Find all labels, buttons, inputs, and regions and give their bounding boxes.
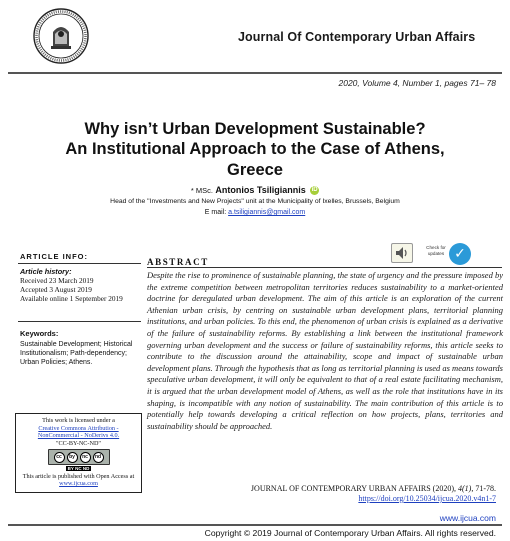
footer-divider — [8, 524, 502, 526]
author-name[interactable]: Antonios Tsiligiannis — [215, 185, 306, 195]
license-intro: This work is licensed under a — [42, 417, 115, 424]
nd-icon: nd — [93, 452, 104, 463]
speaker-icon[interactable] — [391, 243, 413, 263]
abstract-heading: ABSTRACT — [147, 257, 209, 267]
checkmark-icon: ✓ — [449, 243, 471, 265]
available-date: Available online 1 September 2019 — [20, 294, 123, 303]
header-divider — [8, 72, 502, 74]
citation-pages: , 71-78. — [471, 484, 496, 493]
author-email-line — [0, 209, 510, 216]
journal-logo-icon — [33, 8, 89, 64]
article-title-line-2: An Institutional Approach to the Case of Athens, — [65, 140, 445, 158]
abstract-text: Despite the rise to prominence of sustainable planning, the state of urgency and the pressure imposed by the extreme competition between metropolitan territories reduces sustainability to a market-oriented doctrine for deregulated urban development. The aim of this article is an exploration of the current Athenian urban crisis, by centring on sustainable urban development plans, territorial planning institutions, and urban policies. To this end, the phenomenon of urban crisis is explained as a derivative of the failure of sustainability reforms. By establishing a link between the institutional framework governing urban development and the success or failure of sustainability reforms, this article seeks to contribute to the discussion around the attainability, scope and impact of sustainable urban development plans. Through the hypothesis that as long as territorial planning is used as means towards speculative urban development, it will only be equivalent to that of a real estate facilitating mechanism, it is argued that the urban development model of Athens, as well as the role that institutions have in its shaping, is incompatible with any notion of sustainability. The main contribution of this article is to potentially help towards developing a critical reflection on how projects, plans, territories and sustainability should be approached. — [147, 270, 503, 431]
license-code: "CC-BY-NC-ND" — [56, 439, 101, 447]
received-date: Received 23 March 2019 — [20, 276, 94, 285]
cc-icon: cc — [54, 452, 65, 463]
cc-badge-text: BY NC ND — [67, 466, 90, 471]
license-link[interactable]: Creative Commons Attribution - NonCommercial - NoDerivs 4.0. — [37, 424, 120, 439]
check-for-updates-label: Check for updates — [426, 245, 446, 256]
copyright-notice: Copyright © 2019 Journal of Contemporary Urban Affairs. All rights reserved. — [204, 528, 496, 538]
speaker-glyph-icon — [392, 244, 412, 262]
article-title-line-3: Greece — [227, 161, 283, 179]
author-prefix: * MSc. — [190, 186, 213, 195]
journal-title: Journal Of Contemporary Urban Affairs — [238, 30, 476, 44]
article-info-heading: ARTICLE INFO: — [20, 252, 88, 261]
keywords-heading: Keywords: — [20, 329, 59, 338]
article-title-line-1: Why isn’t Urban Development Sustainable? — [84, 120, 426, 138]
volume-info: 2020, Volume 4, Number 1, pages 71– 78 — [338, 78, 496, 88]
citation-line — [251, 484, 496, 494]
article-history — [20, 267, 142, 303]
abstract-divider — [147, 267, 502, 268]
author-line — [0, 185, 510, 195]
citation-block — [251, 484, 496, 504]
open-access-note — [20, 473, 137, 488]
journal-website-link[interactable]: www.ijcua.com — [439, 513, 496, 523]
article-info-divider — [18, 263, 141, 264]
cc-license-badge[interactable] — [48, 449, 110, 465]
author-email-link[interactable]: a.tsiligiannis@gmail.com — [228, 209, 306, 216]
accepted-date: Accepted 3 August 2019 — [20, 285, 92, 294]
orcid-icon[interactable]: iD — [311, 187, 318, 194]
email-label: E mail: — [204, 209, 227, 216]
doi-link[interactable]: https://doi.org/10.25034/ijcua.2020.v4n1-7 — [358, 494, 496, 503]
license-box — [15, 413, 142, 493]
check-for-updates-badge[interactable] — [419, 241, 479, 267]
by-icon: by — [67, 452, 78, 463]
history-divider — [18, 321, 141, 322]
citation-volume: 4(1) — [458, 484, 472, 493]
nc-icon: nc — [80, 452, 91, 463]
citation-journal: JOURNAL OF CONTEMPORARY URBAN AFFAIRS (2020), — [250, 484, 456, 493]
author-affiliation: Head of the "Investments and New Projects" unit at the Municipality of Ixelles, Brussels, Belgium — [110, 198, 400, 205]
open-access-text: This article is published with Open Access at — [22, 472, 135, 480]
keywords-list: Sustainable Development; Historical Institutionalism; Path-dependency; Urban Policies; Athens. — [20, 341, 133, 366]
publisher-link[interactable]: www.ijcua.com — [59, 480, 98, 487]
history-label: Article history: — [20, 267, 72, 276]
